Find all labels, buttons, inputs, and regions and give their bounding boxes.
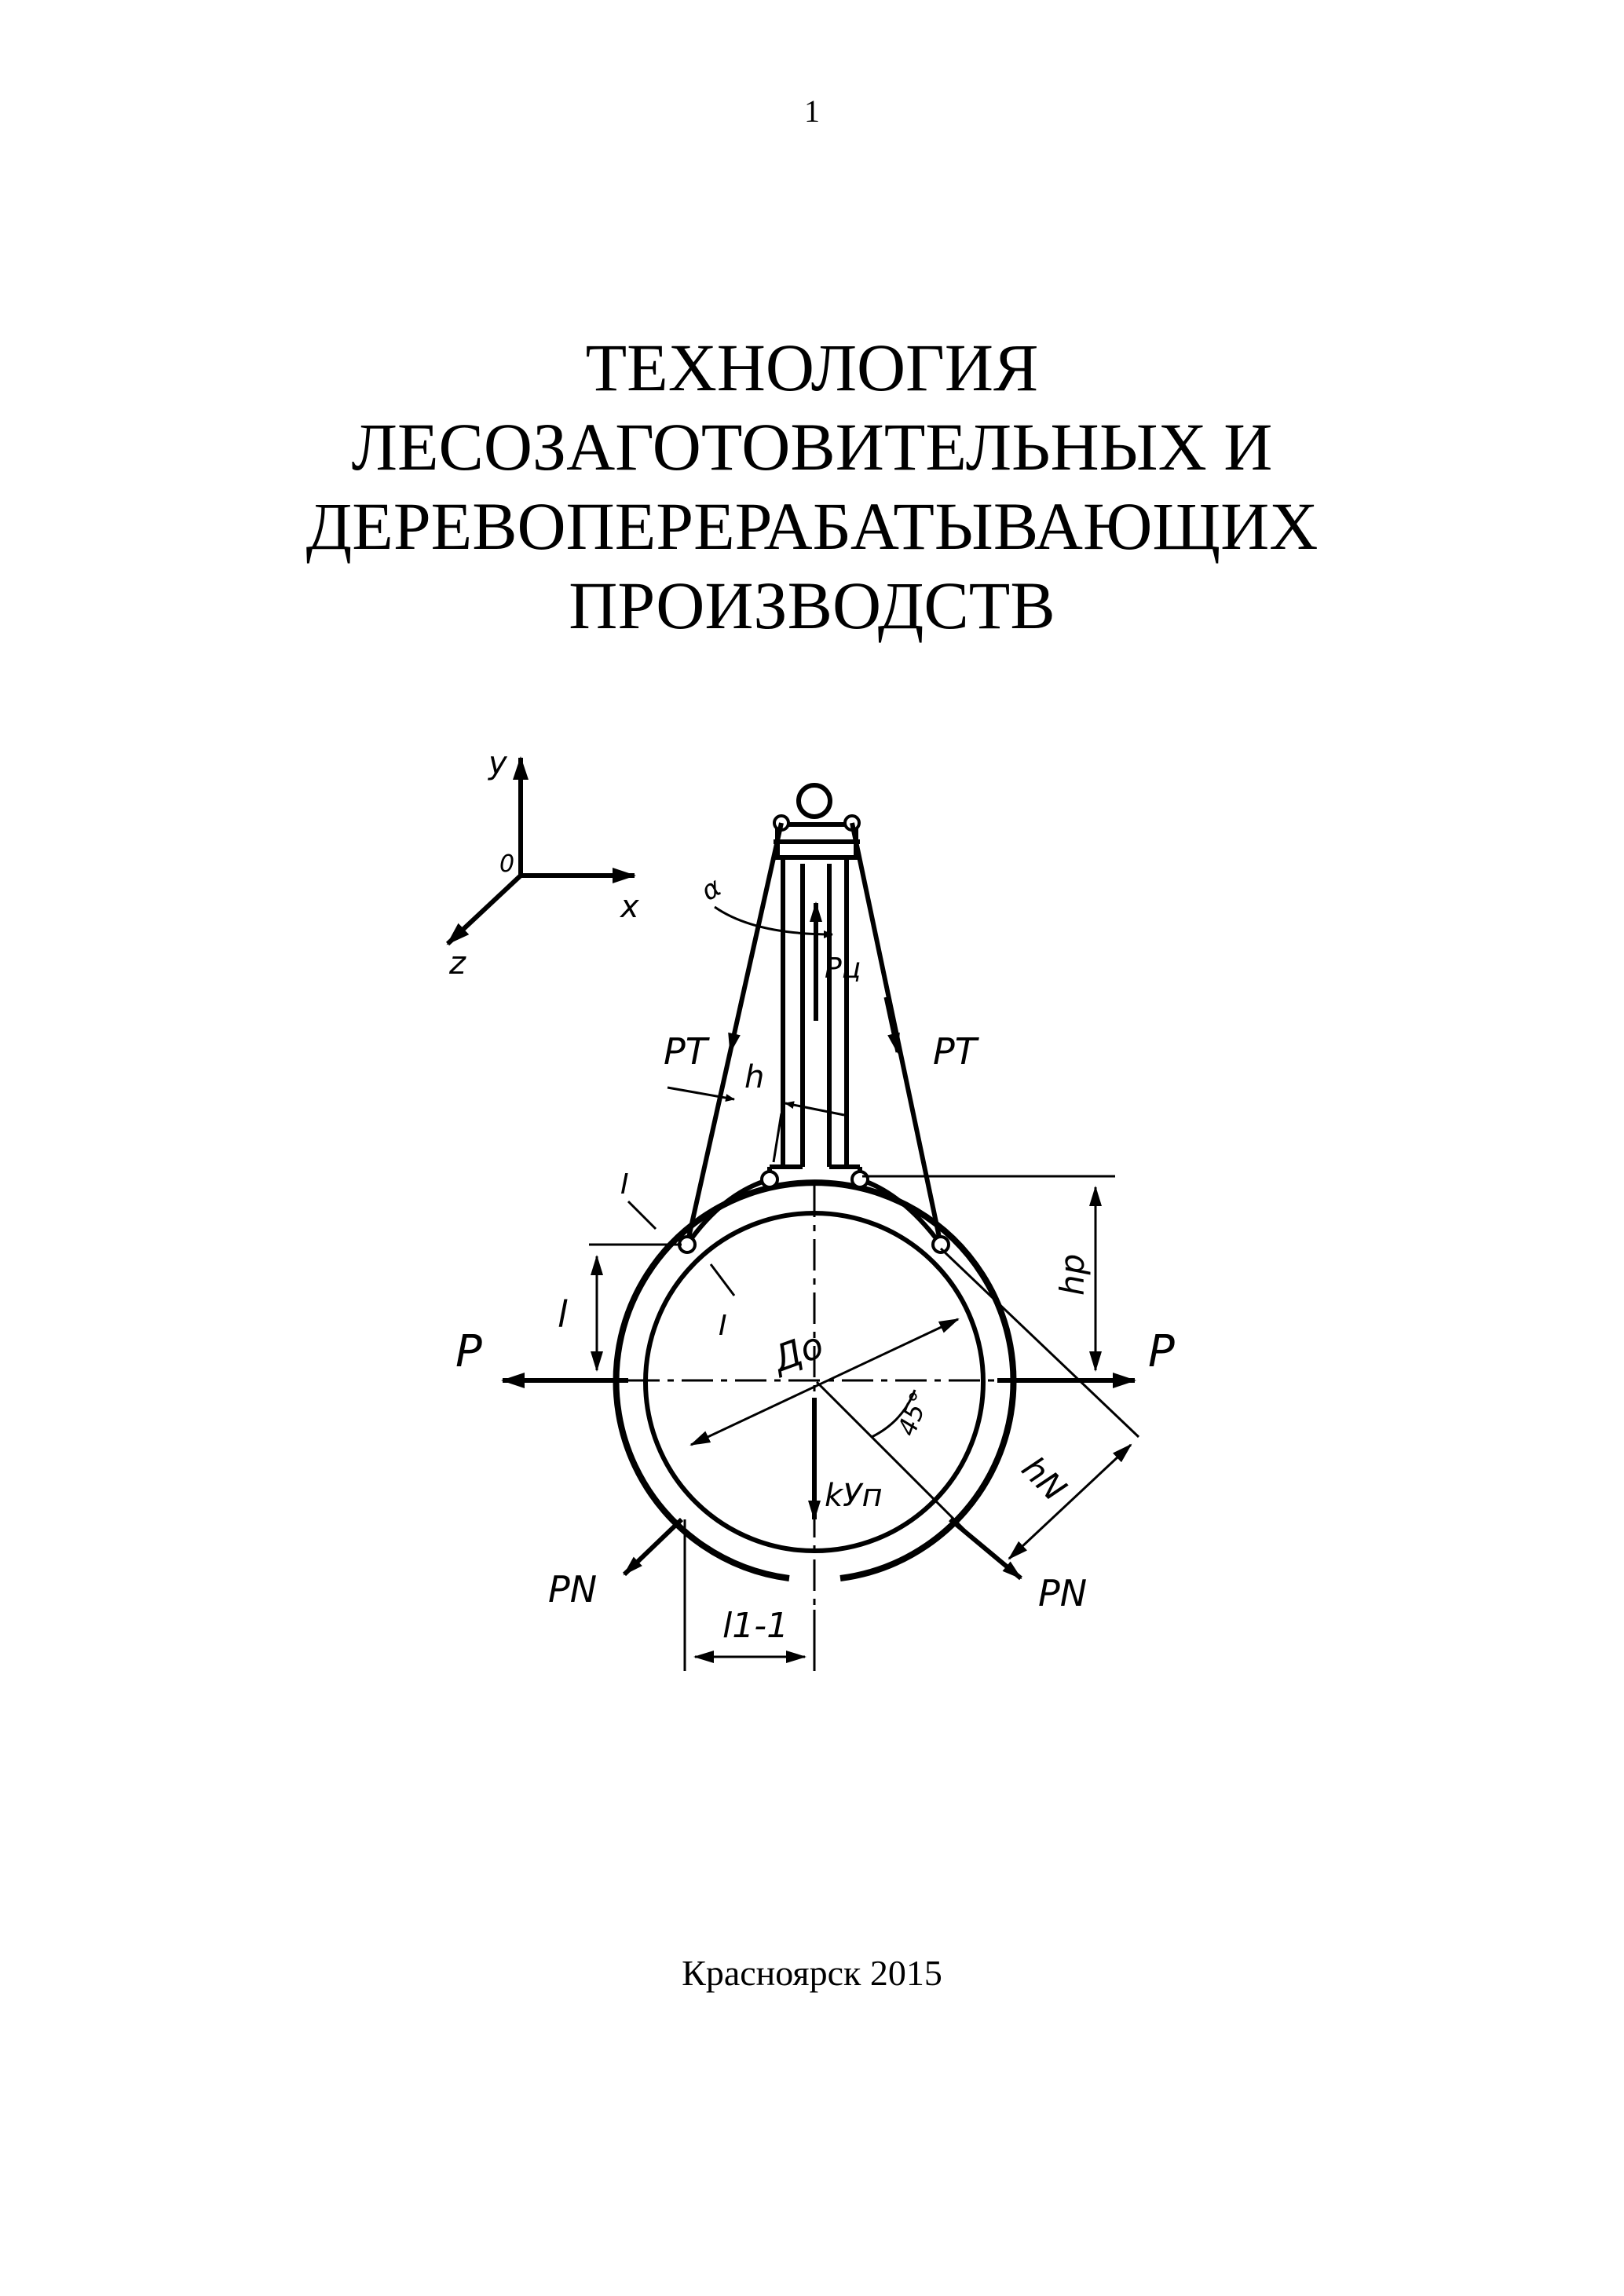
origin-label: 0	[499, 850, 515, 878]
title-line-3: ДЕРЕВОПЕРЕРАБАТЫВАЮЩИХ	[305, 488, 1319, 564]
top-hinge	[799, 785, 830, 817]
axis-z-label: z	[449, 945, 466, 982]
p-left-label: P	[455, 1326, 482, 1377]
place-year: Красноярск 2015	[682, 1953, 942, 1993]
title-line-1: ТЕХНОЛОГИЯ	[585, 330, 1039, 405]
title-line-2: ЛЕСОЗАГОТОВИТЕЛЬНЫХ И	[351, 409, 1273, 484]
h-label: h	[744, 1059, 765, 1095]
axis-x-label: x	[620, 889, 639, 925]
angle-45-label: 45°	[891, 1387, 935, 1440]
pt-right-label: PT	[933, 1030, 977, 1073]
section-mark-inner: I	[719, 1310, 727, 1342]
page-number: 1	[804, 93, 820, 129]
hn-label: hN	[1014, 1449, 1074, 1509]
pn-left-label: PN	[548, 1568, 598, 1610]
pn-right-label: PN	[1038, 1572, 1088, 1614]
p-right-label: P	[1148, 1326, 1175, 1377]
coordinate-axes	[448, 758, 635, 944]
hp-label: hp	[1053, 1253, 1092, 1296]
title-line-4: ПРОИЗВОДСТВ	[569, 568, 1055, 643]
l11-label: l1-1	[722, 1606, 789, 1646]
axis-z-arrow	[448, 876, 521, 944]
section-mark-top: I	[620, 1168, 629, 1201]
l-label: l	[558, 1293, 568, 1336]
axis-y-label: y	[488, 745, 507, 781]
pc-label: Pц	[825, 952, 861, 985]
pt-left-label: PT	[664, 1030, 708, 1073]
ky-label: kУп	[825, 1478, 883, 1514]
alpha-label: α	[695, 871, 727, 908]
diameter-label: До	[766, 1323, 829, 1380]
